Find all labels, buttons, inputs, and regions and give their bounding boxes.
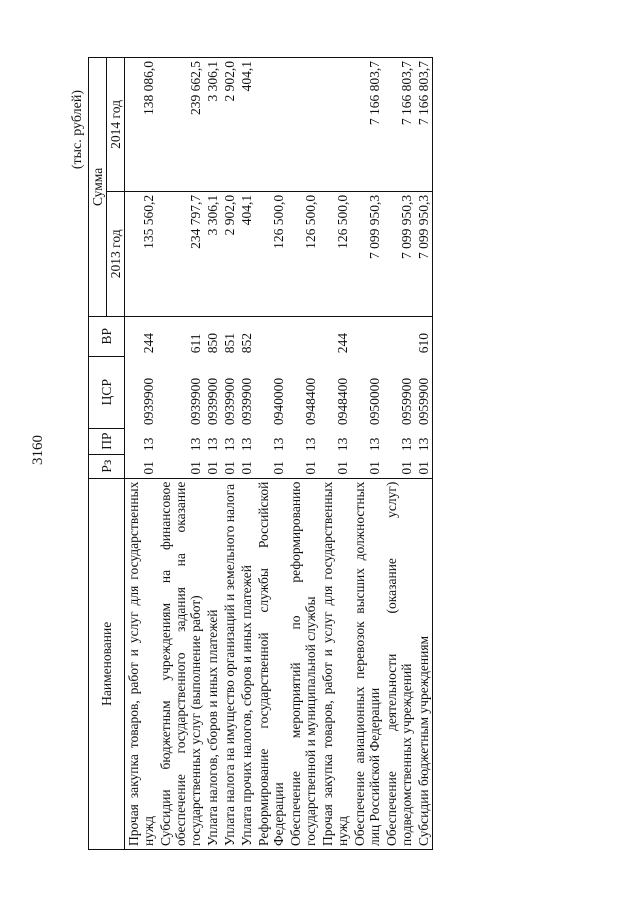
header-sum: Сумма xyxy=(89,58,107,317)
row-pr: 13 xyxy=(222,437,237,452)
row-pr: 13 xyxy=(399,437,414,452)
row-vr: 851 xyxy=(222,332,237,354)
row-vr xyxy=(255,316,287,356)
row-2013: 234 797,7 xyxy=(157,191,204,316)
row-name: Уплата налога на имущество организаций и земельного налога xyxy=(221,478,238,849)
row-pr: 13 xyxy=(367,437,382,452)
table-row xyxy=(238,58,255,850)
row-vr: 850 xyxy=(205,332,220,354)
row-2013: 2 902,0 xyxy=(221,191,238,316)
row-name: Обеспечение авиационных перевозок высших должностных лиц Российской Федерации xyxy=(351,478,383,849)
row-rz: 01 xyxy=(319,454,351,478)
row-pr: 13 xyxy=(335,437,350,452)
table-row xyxy=(255,58,287,850)
budget-table xyxy=(88,57,433,850)
table-row xyxy=(157,58,204,850)
table-row xyxy=(287,58,319,850)
row-csr: 0948400 xyxy=(335,377,350,426)
row-csr: 0940000 xyxy=(271,377,286,426)
row-vr: 852 xyxy=(239,332,254,354)
row-2014 xyxy=(255,58,287,192)
row-2014: 239 662,5 xyxy=(157,58,204,192)
row-pr: 13 xyxy=(271,437,286,452)
row-2014: 138 086,0 xyxy=(125,58,158,192)
row-pr: 13 xyxy=(205,437,220,452)
row-2014: 7 166 803,7 xyxy=(415,58,433,192)
row-2013: 126 500,0 xyxy=(319,191,351,316)
row-2013: 7 099 950,3 xyxy=(383,191,415,316)
row-pr: 13 xyxy=(239,437,254,452)
row-name: Субсидии бюджетным учреждениям на финансовое обеспечение государственного задания на оказание государственных услуг (выполнение работ) xyxy=(157,478,204,849)
row-name: Уплата прочих налогов, сборов и иных платежей xyxy=(238,478,255,849)
row-2013: 126 500,0 xyxy=(255,191,287,316)
row-2014 xyxy=(319,58,351,192)
table-row xyxy=(415,58,433,850)
header-csr: ЦСР xyxy=(89,356,125,428)
table-row xyxy=(221,58,238,850)
row-2014 xyxy=(287,58,319,192)
row-rz: 01 xyxy=(125,454,158,478)
row-name: Уплата налогов, сборов и иных платежей xyxy=(204,478,221,849)
row-name: Прочая закупка товаров, работ и услуг для государственных нужд xyxy=(319,478,351,849)
table-row xyxy=(319,58,351,850)
table-row xyxy=(204,58,221,850)
row-pr: 13 xyxy=(415,428,433,454)
row-name: Обеспечение деятельности (оказание услуг) подведомственных учреждений xyxy=(383,478,415,849)
row-pr: 13 xyxy=(141,437,156,452)
row-2013: 7 099 950,3 xyxy=(415,191,433,316)
row-name: Прочая закупка товаров, работ и услуг для государственных нужд xyxy=(125,478,158,849)
row-2013: 3 306,1 xyxy=(204,191,221,316)
row-rz: 01 xyxy=(383,454,415,478)
row-csr: 0939900 xyxy=(188,377,203,426)
row-vr xyxy=(287,316,319,356)
row-rz: 01 xyxy=(238,454,255,478)
header-pr: ПР xyxy=(89,428,125,454)
row-rz: 01 xyxy=(415,454,433,478)
header-rz: Рз xyxy=(89,454,125,478)
header-name: Наименование xyxy=(89,478,125,849)
row-2013: 404,1 xyxy=(238,191,255,316)
row-vr: 244 xyxy=(141,332,156,354)
row-name: Субсидии бюджетным учреждениям xyxy=(415,478,433,849)
row-csr: 0959900 xyxy=(415,356,433,428)
row-2014: 2 902,0 xyxy=(221,58,238,192)
row-rz: 01 xyxy=(157,454,204,478)
row-csr: 0948400 xyxy=(303,377,318,426)
row-csr: 0939900 xyxy=(205,377,220,426)
page-number: 3160 xyxy=(30,435,46,465)
row-pr: 13 xyxy=(303,437,318,452)
row-csr: 0950000 xyxy=(367,377,382,426)
row-vr: 244 xyxy=(335,332,350,354)
row-rz: 01 xyxy=(255,454,287,478)
row-2014: 3 306,1 xyxy=(204,58,221,192)
row-rz: 01 xyxy=(351,454,383,478)
row-vr xyxy=(351,316,383,356)
header-2014: 2014 год xyxy=(107,58,125,192)
row-vr xyxy=(383,316,415,356)
row-rz: 01 xyxy=(287,454,319,478)
row-pr: 13 xyxy=(188,437,203,452)
row-2014: 7 166 803,7 xyxy=(351,58,383,192)
table-row xyxy=(351,58,383,850)
row-2013: 7 099 950,3 xyxy=(351,191,383,316)
row-2014: 404,1 xyxy=(238,58,255,192)
row-csr: 0939900 xyxy=(222,377,237,426)
header-vr: ВР xyxy=(89,316,125,356)
units-label: (тыс. рублей) xyxy=(70,90,85,170)
row-2013: 135 560,2 xyxy=(125,191,158,316)
row-vr: 610 xyxy=(415,316,433,356)
row-2013: 126 500,0 xyxy=(287,191,319,316)
row-name: Реформирование государственной службы Российской Федерации xyxy=(255,478,287,849)
row-rz: 01 xyxy=(204,454,221,478)
row-name: Обеспечение мероприятий по реформированию государственной и муниципальной службы xyxy=(287,478,319,849)
header-2013: 2013 год xyxy=(107,191,125,316)
row-2014: 7 166 803,7 xyxy=(383,58,415,192)
row-rz: 01 xyxy=(221,454,238,478)
table-row xyxy=(383,58,415,850)
table-row xyxy=(125,58,158,850)
row-csr: 0959900 xyxy=(399,377,414,426)
row-vr: 611 xyxy=(188,333,203,354)
row-csr: 0939900 xyxy=(141,377,156,426)
row-csr: 0939900 xyxy=(239,377,254,426)
